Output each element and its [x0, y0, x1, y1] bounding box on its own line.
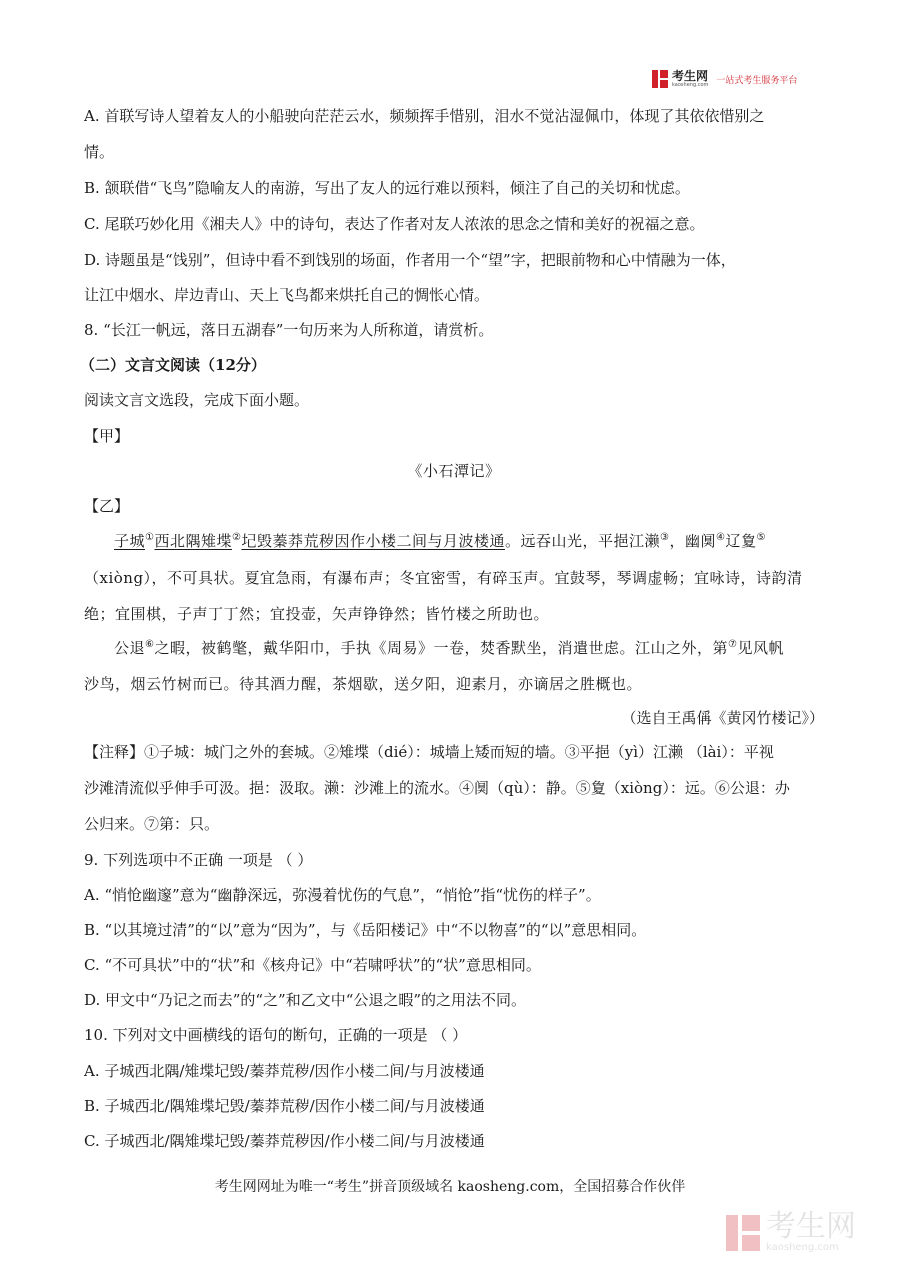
q9-option-d: D. 甲文中“乃记之而去”的“之”和乙文中“公退之暇”的之用法不同。: [84, 991, 527, 1009]
underlined-phrase-c: 圮毁蓁莽荒秽因作小楼二间与月波楼通: [241, 532, 505, 550]
para2-text-c: 见风帆: [737, 639, 784, 657]
passage-source: （选自王禹偁《黄冈竹楼记》）: [621, 709, 824, 727]
logo-domain: kaosheng.com: [672, 82, 709, 88]
note-marker-2: ②: [232, 532, 242, 543]
passage-jia-title: 《小石潭记》: [407, 462, 501, 480]
question-10: 10. 下列对文中画横线的语句的断句，正确的一项是 （ ）: [84, 1026, 468, 1044]
passage-yi-para2-line2: 沙鸟，烟云竹树而已。待其酒力醒，茶烟歇，送夕阳，迎素月，亦谪居之胜概也。: [84, 675, 643, 693]
question-9: 9. 下列选项中不正确 一项是 （ ）: [84, 851, 313, 869]
q9-option-c: C. “不可具状”中的“状”和《核舟记》中“若啸呼状”的“状”意思相同。: [84, 956, 541, 974]
section-heading: （二）文言文阅读（12分）: [80, 356, 266, 374]
passage-yi-label: 【乙】: [84, 497, 130, 515]
passage-yi-para2-line1: [114, 638, 854, 658]
option-d-line2: 让江中烟水、岸边青山、天上飞鸟都来烘托自己的惆怅心情。: [84, 286, 490, 304]
q10-option-a: A. 子城西北隅/雉堞圮毁/蓁莽荒秽/因作小楼二间/与月波楼通: [84, 1062, 485, 1080]
q9-option-a: A. “悄怆幽邃”意为“幽静深远，弥漫着忧伤的气息”，“悄怆”指“忧伤的样子”。: [84, 886, 601, 904]
watermark: [726, 1209, 856, 1253]
logo-slogan: 一站式考生服务平台: [716, 75, 798, 86]
note-marker-3: ③: [660, 532, 670, 543]
underlined-phrase-b: 西北隅雉堞: [154, 532, 232, 550]
para1-text-2: ，幽阒: [669, 532, 716, 550]
option-a-line2: 情。: [84, 143, 115, 161]
passage-yi-para1-line3: 绝；宜围棋，子声丁丁然；宜投壶，矢声铮铮然；皆竹楼之所助也。: [84, 605, 550, 623]
q9-option-b: B. “以其境过清”的“以”意为“因为”，与《岳阳楼记》中“不以物喜”的“以”意思相同。: [84, 921, 647, 939]
notes-line1: 【注释】①子城：城门之外的套城。②雉堞（dié）：城墙上矮而短的墙。③平挹（yì）江濑 （lài）：平视: [84, 743, 774, 761]
note-marker-7: ⑦: [728, 639, 738, 650]
note-marker-5: ⑤: [756, 532, 766, 543]
note-marker-4: ④: [715, 532, 726, 543]
watermark-logo-icon: [726, 1215, 760, 1251]
q10-option-b: B. 子城西北/隅雉堞圮毁/蓁莽荒秽/因作小楼二间/与月波楼通: [84, 1097, 485, 1115]
watermark-name: 考生网: [766, 1209, 856, 1244]
page-footer: 考生网网址为唯一“考生”拼音顶级域名 kaosheng.com，全国招募合作伙伴: [214, 1179, 686, 1195]
para2-text-b: 之暇，被鹤氅，戴华阳巾，手执《周易》一卷，焚香默坐，消遣世虑。江山之外，第: [154, 639, 728, 657]
notes-line2: 沙滩清流似乎伸手可汲。挹：汲取。濑：沙滩上的流水。④阒（qù）：静。⑤夐（xiòng）：远。⑥公退：办: [84, 779, 790, 797]
watermark-domain: kaosheng.com: [766, 1242, 839, 1253]
header-logo: [652, 70, 797, 88]
option-c: C. 尾联巧妙化用《湘夫人》中的诗句，表达了作者对友人浓浓的思念之情和美好的祝福之意。: [84, 215, 705, 233]
question-8: 8. “长江一帆远，落日五湖春”一句历来为人所称道，请赏析。: [84, 321, 494, 339]
notes-line3: 公归来。⑦第：只。: [84, 815, 220, 833]
option-d-line1: D. 诗题虽是“饯别”，但诗中看不到饯别的场面，作者用一个“望”字，把眼前物和心中情融为一体，: [84, 251, 736, 269]
passage-jia-label: 【甲】: [84, 427, 130, 445]
passage-yi-para1-line1: [114, 531, 854, 551]
q10-option-c: C. 子城西北/隅雉堞圮毁/蓁莽荒秽因/作小楼二间/与月波楼通: [84, 1132, 485, 1150]
para2-text-a: 公退: [114, 639, 146, 657]
logo-name: 考生网: [672, 69, 709, 83]
underlined-phrase-a: 子城: [114, 532, 146, 550]
instruction: 阅读文言文选段，完成下面小题。: [84, 391, 310, 409]
para1-text: 。远吞山光，平挹江濑: [504, 532, 660, 550]
option-b: B. 颔联借“飞鸟”隐喻友人的南游，写出了友人的远行难以预料，倾注了自己的关切和忧虑。: [84, 179, 690, 197]
option-a-line1: A. 首联写诗人望着友人的小船驶向茫茫云水，频频挥手惜别，泪水不觉沾湿佩巾，体现了其依依惜别之: [84, 107, 765, 125]
passage-yi-para1-line2: （xiòng），不可具状。夏宜急雨，有瀑布声；冬宜密雪，有碎玉声。宜鼓琴，琴调虚畅；宜咏诗，诗韵清: [84, 569, 803, 587]
kaosheng-logo-icon: [652, 70, 668, 88]
note-marker-1: ①: [145, 532, 155, 543]
para1-text-3: 辽夐: [725, 532, 757, 550]
note-marker-6: ⑥: [145, 639, 155, 650]
